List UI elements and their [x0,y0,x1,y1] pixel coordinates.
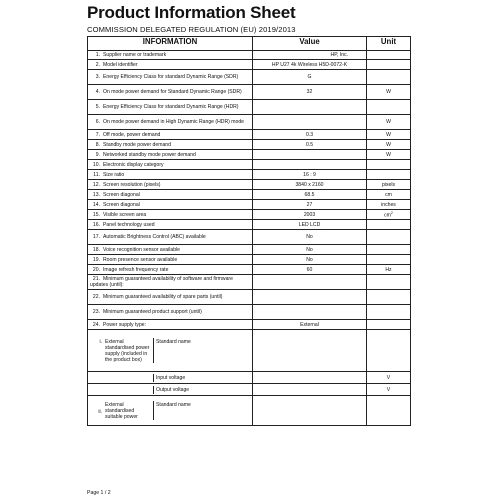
row-unit [367,230,411,245]
row-number: 15. [92,211,100,218]
row-label: Power supply type: [103,321,147,328]
row-label: Supplier name or trademark [103,52,167,58]
row-value: LED LCD [253,220,367,230]
row-number: 17. [92,234,100,240]
power-supply-cell [88,396,253,426]
power-supply-split [88,386,252,394]
row-label: Visible screen area [103,211,147,218]
row-label-cell [88,190,253,200]
row-number: 23. [92,309,100,315]
row-value [253,100,367,115]
page-number: Page 1 / 2 [87,490,111,496]
table-row [88,320,411,330]
row-value: External [253,320,367,330]
row-value [253,330,367,372]
row-label-cell [88,255,253,265]
table-row [88,396,411,426]
row-label: Screen diagonal [103,201,140,208]
table-row [88,210,411,220]
power-supply-type-label [88,401,154,420]
row-number: 12. [92,181,100,188]
power-supply-item-label: Input voltage [156,374,186,381]
row-unit: Hz [367,265,411,275]
table-row [88,140,411,150]
row-value: 27 [253,200,367,210]
row-number: 22. [92,294,100,300]
table-row [88,70,411,85]
row-number: 16. [92,221,100,228]
row-number: 6. [95,119,100,125]
row-number: 5. [95,104,100,110]
power-supply-item-label: Standard name [156,339,191,345]
table-row [88,85,411,100]
product-information-table [87,36,411,426]
row-unit: V [367,384,411,396]
row-unit [367,275,411,290]
row-number: 14. [92,201,100,208]
power-supply-label: External standardised power supply (included in the product box) [105,339,150,363]
row-label-cell [88,220,253,230]
row-label-cell [88,60,253,70]
row-value: No [253,245,367,255]
row-label: Screen resolution (pixels) [103,181,161,188]
row-label-cell [88,245,253,255]
row-value: 0.3 [253,130,367,140]
power-supply-split [88,374,252,382]
row-unit [367,290,411,305]
power-supply-type-label [88,386,154,394]
power-supply-letter: ii. [98,409,102,415]
unit-text: cm [384,212,391,219]
row-number: 21. [92,276,100,282]
power-supply-type-label [88,374,154,382]
table-row [88,330,411,372]
row-label-cell [88,180,253,190]
row-number: 8. [95,141,100,148]
row-label-cell [88,305,253,320]
power-supply-cell [88,330,253,372]
row-unit [367,245,411,255]
row-value [253,160,367,170]
row-label-cell [88,170,253,180]
row-label: Screen diagonal [103,191,140,198]
row-label: Electronic display category [103,161,164,168]
row-value: No [253,230,367,245]
table-row [88,115,411,130]
row-unit [367,220,411,230]
row-label: Minimum guaranteed availability of software and firmware updates (until): [90,276,233,288]
row-label: Energy Efficiency Class for standard Dynamic Range (SDR) [103,74,239,80]
row-value: HP, Inc. [253,51,367,60]
row-value [253,275,367,290]
table-row [88,130,411,140]
row-value: 32 [253,85,367,100]
row-number: 18. [92,246,100,253]
row-label-cell [88,200,253,210]
row-unit: W [367,140,411,150]
power-supply-cell [88,384,253,396]
row-label-cell [88,140,253,150]
row-label-cell [88,290,253,305]
row-label-cell [88,115,253,130]
row-label: Energy Efficiency Class for standard Dynamic Range (HDR) [103,104,239,110]
row-unit: W [367,150,411,160]
row-unit [367,330,411,372]
row-number: 3. [95,74,100,80]
table-row [88,290,411,305]
table-row [88,60,411,70]
row-value [253,384,367,396]
header-unit: Unit [367,37,411,51]
row-value [253,372,367,384]
row-label: Minimum guaranteed product support (until) [103,309,202,315]
row-label: Size ratio [103,171,125,178]
row-value [253,150,367,160]
regulation-subtitle: COMMISSION DELEGATED REGULATION (EU) 2019/2013 [87,25,296,34]
row-unit: W [367,130,411,140]
row-unit: V [367,372,411,384]
table-row [88,150,411,160]
row-unit [367,170,411,180]
row-value: 0.5 [253,140,367,150]
table-row [88,170,411,180]
power-supply-split [88,338,252,363]
table-row [88,200,411,210]
row-value [253,396,367,426]
row-unit: W [367,115,411,130]
header-information: INFORMATION [88,37,253,51]
table-row [88,160,411,170]
row-label: Automatic Brightness Control (ABC) available [103,234,206,240]
row-value [253,290,367,305]
table-row [88,180,411,190]
power-supply-split [88,401,252,420]
row-value: 2003 [253,210,367,220]
row-unit [367,60,411,70]
row-unit [367,320,411,330]
row-label-cell [88,70,253,85]
table-row [88,100,411,115]
page-title: Product Information Sheet [87,3,296,22]
row-value: 16 : 9 [253,170,367,180]
row-label-cell [88,230,253,245]
row-label-cell [88,85,253,100]
row-value: 60 [253,265,367,275]
row-label: On mode power demand for Standard Dynamic Range (SDR) [103,89,242,95]
row-label: Off mode, power demand [103,131,161,138]
row-unit [367,210,411,220]
row-number: 2. [95,61,100,68]
document-page [87,0,417,499]
table-row [88,255,411,265]
row-label: Standby mode power demand [103,141,171,148]
table-row [88,51,411,60]
power-supply-item-label: Output voltage [156,386,190,393]
row-label-cell [88,51,253,60]
row-value: G [253,70,367,85]
row-unit [367,70,411,85]
row-label: On mode power demand in High Dynamic Range (HDR) mode [103,119,244,125]
row-unit: cm [367,190,411,200]
row-value: HP U27 4k Wireless H5D-0072-K [253,60,367,70]
power-supply-letter: i. [99,339,102,345]
row-value: 3840 x 2160 [253,180,367,190]
row-label-cell [88,160,253,170]
row-label-cell [88,210,253,220]
row-label-cell [88,100,253,115]
row-unit [367,396,411,426]
table-row [88,220,411,230]
row-number: 11. [93,171,100,178]
table-row [88,305,411,320]
power-supply-type-label [88,338,154,363]
row-value: 68.5 [253,190,367,200]
row-number: 9. [95,151,100,158]
row-label-cell [88,130,253,140]
table-row [88,372,411,384]
row-label: Networked standby mode power demand [103,151,196,158]
row-number: 7. [95,131,100,138]
row-unit [367,51,411,60]
row-value: No [253,255,367,265]
row-label-cell [88,265,253,275]
row-label: Image refresh frequency rate [103,266,169,273]
row-label: Voice recognition sensor available [103,246,181,253]
row-label-cell [88,275,253,290]
row-unit [367,100,411,115]
table-row [88,265,411,275]
table-row [88,190,411,200]
row-label: Minimum guaranteed availability of spare parts (until) [103,294,223,300]
power-supply-item-label: Standard name [156,402,191,408]
row-unit [367,160,411,170]
row-unit: inches [367,200,411,210]
row-value [253,305,367,320]
table-row [88,245,411,255]
power-supply-cell [88,372,253,384]
row-number: 10. [92,161,100,168]
row-unit: pixels [367,180,411,190]
row-number: 4. [95,89,100,95]
row-number: 19. [92,256,100,263]
row-number: 1. [95,52,100,58]
unit-superscript: 2 [390,210,393,215]
row-label-cell [88,320,253,330]
row-number: 13. [92,191,100,198]
header-value: Value [253,37,367,51]
row-label: Model identifier [103,61,138,68]
table-row [88,384,411,396]
row-label: Room presence sensor available [103,256,178,263]
row-value [253,115,367,130]
table-row [88,275,411,290]
row-number: 24. [92,321,100,328]
row-label: Panel technology used [103,221,155,228]
power-supply-label: External standardised suitable power [105,402,138,420]
table-header-row [88,37,411,51]
row-number: 20. [92,266,100,273]
row-unit: W [367,85,411,100]
row-label-cell [88,150,253,160]
row-unit [367,255,411,265]
table-row [88,230,411,245]
row-unit [367,305,411,320]
